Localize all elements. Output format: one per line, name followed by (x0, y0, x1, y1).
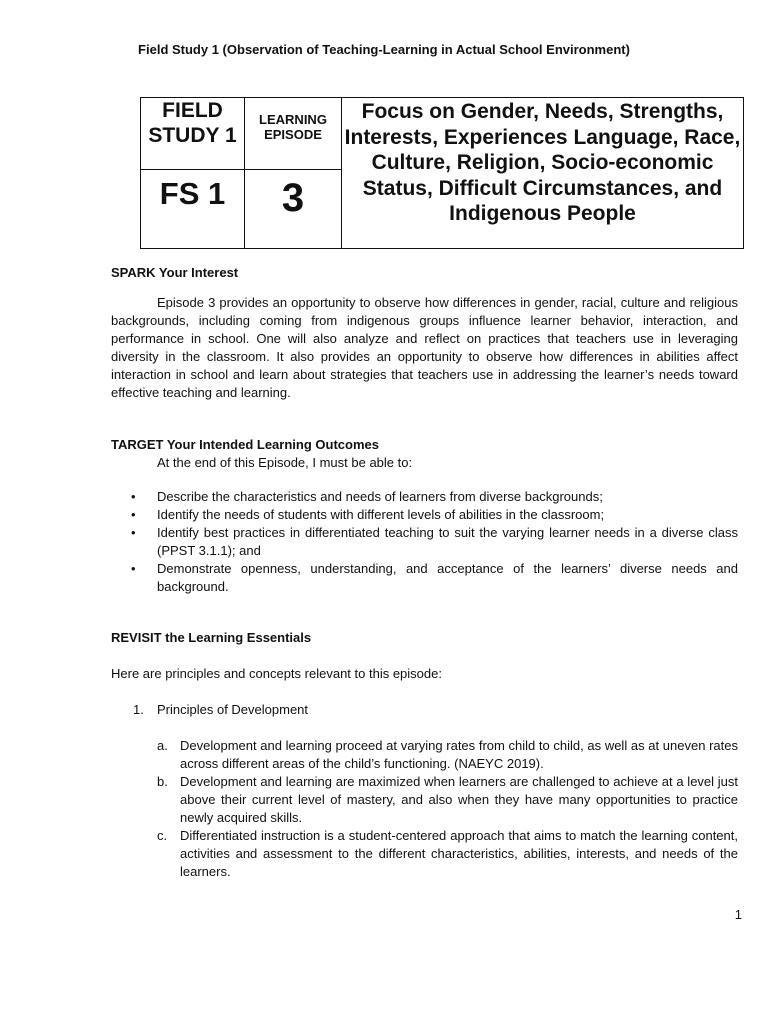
bullet-icon: • (131, 489, 136, 504)
target-heading: TARGET Your Intended Learning Outcomes (111, 437, 379, 452)
revisit-section (111, 629, 738, 881)
sub-items (111, 737, 738, 881)
field-study-label: FIELD STUDY 1 (148, 99, 237, 147)
list-item: c. Differentiated instruction is a student-centered approach that aims to match the learning content, activities and assessment to the different characteristics, abilities, interests, and needs of the learners. (157, 828, 738, 879)
learning-episode-label: LEARNING EPISODE (259, 112, 327, 142)
spark-heading: SPARK Your Interest (111, 265, 239, 280)
spark-section (111, 264, 738, 402)
list-item: • Identify the needs of students with different levels of abilities in the classroom; (131, 507, 605, 522)
revisit-intro: Here are principles and concepts relevant to this episode: (111, 666, 442, 681)
episode-number: 3 (281, 176, 305, 220)
fs-code: FS 1 (159, 176, 226, 211)
bullet-icon: • (131, 525, 136, 540)
episode-number-cell (245, 170, 342, 249)
bullet-icon: • (131, 507, 136, 522)
page-number: 1 (734, 907, 742, 922)
list-item: • Describe the characteristics and needs of learners from diverse backgrounds; (131, 489, 603, 504)
title-box (140, 97, 744, 249)
spark-paragraph: Episode 3 provides an opportunity to observe how differences in gender, racial, culture and religious backgrounds, including coming from indigenous groups influence learner behavior, interaction, and performance in school. One will also analyze and reflect on practices that teachers use in leveraging diversity in the classroom. It also provides an opportunity to observe how differences in abilities affect interaction in school and learn about strategies that teachers use in addressing the learner’s needs toward effective teaching and learning. (111, 295, 738, 400)
learning-episode-cell (245, 98, 342, 170)
item-number: 1. (133, 702, 144, 717)
field-study-cell (141, 98, 245, 170)
outcomes-list (111, 488, 738, 596)
item-label: Principles of Development (157, 702, 309, 717)
target-intro: At the end of this Episode, I must be able to: (157, 455, 413, 470)
list-item: • Identify best practices in differentiated teaching to suit the varying learner needs in a diverse class (PPST 3.1.1); and (131, 525, 738, 558)
fs-code-cell (141, 170, 245, 249)
focus-cell (342, 98, 744, 249)
target-section (111, 436, 738, 596)
principles-item (111, 701, 738, 719)
bullet-icon: • (131, 561, 136, 576)
list-item: b. Development and learning are maximized when learners are challenged to achieve at a level just above their current level of mastery, and also when they have many opportunities to practice newly acquired skills. (157, 774, 738, 825)
list-item: • Demonstrate openness, understanding, and acceptance of the learners’ diverse needs and background. (131, 561, 738, 594)
list-item: a. Development and learning proceed at varying rates from child to child, as well as at uneven rates across different areas of the child’s functioning. (NAEYC 2019). (157, 738, 738, 771)
revisit-heading: REVISIT the Learning Essentials (111, 630, 312, 645)
focus-title: Focus on Gender, Needs, Strengths, Interests, Experiences Language, Race, Culture, Religion, Socio-economic Status, Difficult Circumstances, and Indigenous People (344, 100, 741, 225)
running-header: Field Study 1 (Observation of Teaching-Learning in Actual School Environment) (138, 42, 630, 57)
